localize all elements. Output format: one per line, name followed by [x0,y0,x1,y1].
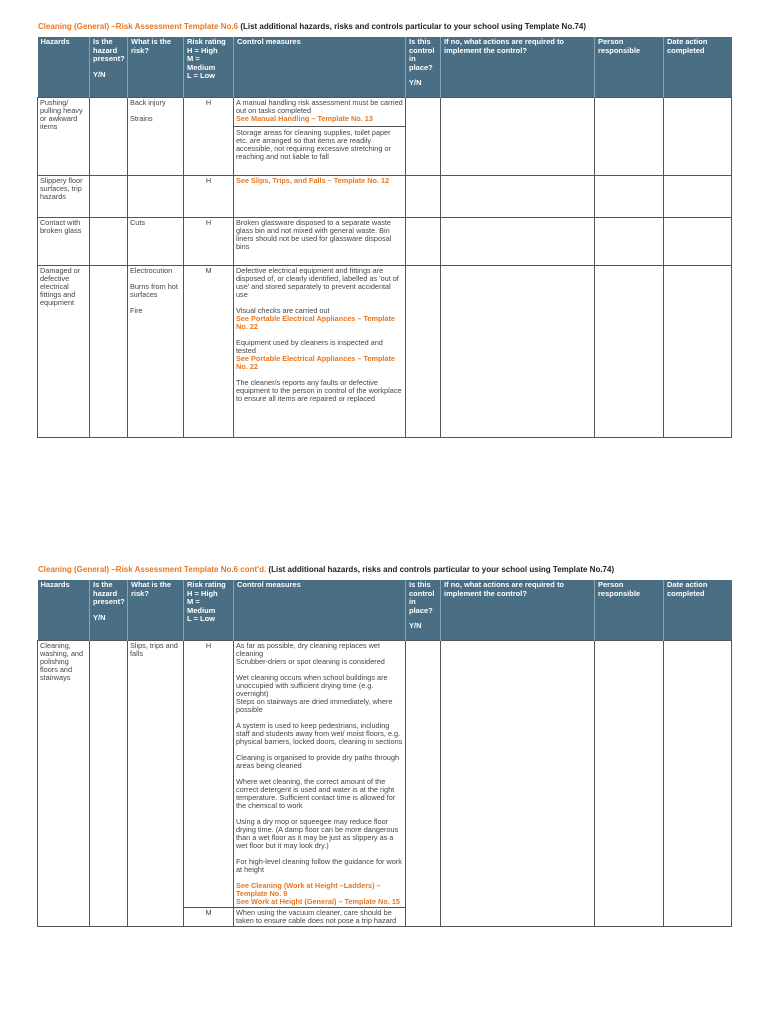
date-cell[interactable] [664,217,732,265]
hazard-cell: Slippery floor surfaces, trip hazards [38,175,90,217]
rating-cell: H [184,217,234,265]
risk-table-2 [37,580,732,927]
date-cell[interactable] [664,640,732,926]
controls-cell: A manual handling risk assessment must be carried out on tasks completed See Manual Handling – Template No. 13 Storage areas for cleaning supplies, toilet paper etc. are arranged so that items are readily accessible, not requiring excessive stretching or reaching and not liable to fall [234,97,406,175]
in-place-cell[interactable] [406,640,441,926]
template-link[interactable]: See Cleaning (Work at Height –Ladders) –Template No. 9 [236,880,381,898]
risk-cell: Slips, trips and falls [128,640,184,926]
in-place-cell[interactable] [406,97,441,175]
section-title-1 [38,22,586,32]
rating-cell: H [184,175,234,217]
in-place-cell[interactable] [406,217,441,265]
date-cell[interactable] [664,265,732,437]
person-cell[interactable] [595,217,664,265]
present-cell[interactable] [90,175,128,217]
title-orange: Cleaning (General) –Risk Assessment Template No.6 [38,22,239,31]
risk-cell: Cuts [128,217,184,265]
template-link[interactable]: See Work at Height (General) – Template No. 15 [236,896,400,906]
in-place-cell[interactable] [406,265,441,437]
template-link[interactable]: See Portable Electrical Appliances – Template No. 22 [236,353,395,371]
header-risk: What is the risk? [128,37,184,97]
table-header-row [38,580,732,640]
actions-cell[interactable] [441,175,595,217]
header-date: Date action completed [664,580,732,640]
table-header-row [38,37,732,97]
title-dark: (List additional hazards, risks and controls particular to your school using Template No.74) [268,565,615,574]
person-cell[interactable] [595,265,664,437]
rating-cell: H [184,97,234,175]
controls-cell: Broken glassware disposed to a separate waste glass bin and not mixed with general waste. Bin liners should not be used for glassware disposal bins [234,217,406,265]
hazard-cell: Pushing/ pulling heavy or awkward items [38,97,90,175]
risk-cell: Back injury Strains [128,97,184,175]
risk-cell: Electrocution Burns from hot surfaces Fire [128,265,184,437]
table-row [38,175,732,217]
header-actions: If no, what actions are required to implement the control? [441,37,595,97]
controls-cell [234,175,406,217]
table-row [38,97,732,175]
header-controls: Control measures [234,37,406,97]
person-cell[interactable] [595,175,664,217]
template-link[interactable]: See Portable Electrical Appliances – Template No. 22 [236,313,395,331]
header-actions: If no, what actions are required to implement the control? [441,580,595,640]
date-cell[interactable] [664,175,732,217]
title-dark: (List additional hazards, risks and controls particular to your school using Template No.74) [240,22,587,31]
risk-table-1 [37,37,732,438]
person-cell[interactable] [595,640,664,926]
present-cell[interactable] [90,265,128,437]
header-risk: What is the risk? [128,580,184,640]
header-in-place: Is this control in place? Y/N [406,37,441,97]
present-cell[interactable] [90,217,128,265]
rating-cell: M [184,907,234,926]
actions-cell[interactable] [441,265,595,437]
date-cell[interactable] [664,97,732,175]
template-link[interactable]: See Slips, Trips, and Falls – Template No. 12 [236,175,390,185]
risk-cell [128,175,184,217]
hazard-cell: Damaged or defective electrical fittings and equipment [38,265,90,437]
header-controls: Control measures [234,580,406,640]
section-title-2 [38,565,614,575]
in-place-cell[interactable] [406,175,441,217]
rating-cell: M [184,265,234,437]
present-cell[interactable] [90,97,128,175]
header-present: Is the hazard present? Y/N [90,37,128,97]
header-rating: Risk rating H = High M = Medium L = Low [184,37,234,97]
table-row [38,217,732,265]
actions-cell[interactable] [441,97,595,175]
header-person: Person responsible [595,580,664,640]
header-rating: Risk rating H = High M = Medium L = Low [184,580,234,640]
hazard-cell: Cleaning, washing, and polishing floors and stairways [38,640,90,926]
header-hazards: Hazards [38,37,90,97]
actions-cell[interactable] [441,217,595,265]
table-row [38,265,732,437]
header-in-place: Is this control in place? Y/N [406,580,441,640]
title-orange: Cleaning (General) –Risk Assessment Template No.6 cont'd. [38,565,267,574]
table-row [38,640,732,907]
header-present: Is the hazard present? Y/N [90,580,128,640]
rating-cell: H [184,640,234,907]
controls-cell: As far as possible, dry cleaning replaces wet cleaning Scrubber-driers or spot cleaning is considered Wet cleaning occurs when school buildings are unoccupied with sufficient drying time (e.g. overnight) Steps on stairways are dried immediately, where possible A system is used to keep pedestrians, including staff and students away from wet/ moist floors, e.g. physical barriers, locked doors, cleaning in sections Cleaning is organised to provide dry paths through areas being cleaned Where wet cleaning, the correct amount of the correct detergent is used and water is at the right temperature. Sufficient contact time is allowed for the chemical to work Using a dry mop or squeegee may reduce floor drying time. (A damp floor can be more dangerous than a wet floor as it may be just as slippery as a wet floor but it may look dry.) For high-level cleaning follow the guidance for work at height See Cleaning (Work at Height –Ladders) –Template No. 9 See Work at Height (General) – Template No. 15 [234,640,406,907]
person-cell[interactable] [595,97,664,175]
actions-cell[interactable] [441,640,595,926]
header-date: Date action completed [664,37,732,97]
header-person: Person responsible [595,37,664,97]
present-cell[interactable] [90,640,128,926]
controls-cell: Defective electrical equipment and fittings are disposed of, or clearly identified, labelled as 'out of use' and stored separately to prevent accidental use Visual checks are carried out See Portable Electrical Appliances – Template No. 22 Equipment used by cleaners is inspected and tested See Portable Electrical Appliances – Template No. 22 The cleaner/s reports any faults or defective equipment to the person in control of the workplace to ensure all items are repaired or replaced [234,265,406,437]
controls-cell: When using the vacuum cleaner, care should be taken to ensure cable does not pose a trip hazard [234,907,406,926]
hazard-cell: Contact with broken glass [38,217,90,265]
template-link[interactable]: See Manual Handling – Template No. 13 [236,113,373,123]
header-hazards: Hazards [38,580,90,640]
